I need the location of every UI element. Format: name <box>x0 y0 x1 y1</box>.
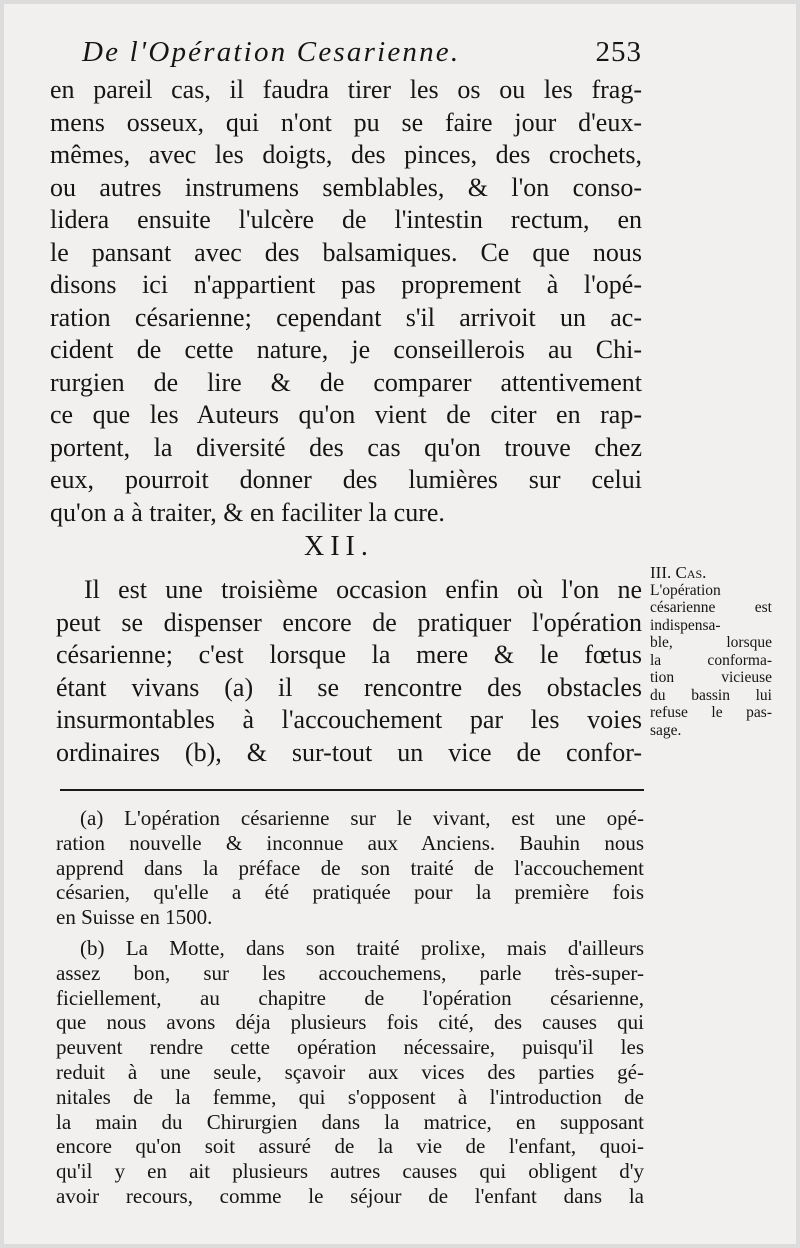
text-line: mens osseux, qui n'ont pu se faire jour d'eux- <box>50 107 642 137</box>
text-line: en pareil cas, il faudra tirer les os ou les frag- <box>50 75 642 104</box>
text-line: ou autres instrumens semblables, & l'on conso- <box>50 172 642 202</box>
footnote-a-line: césarien, qu'elle a été pratiquée pour la première fois <box>56 880 644 905</box>
margin-note-line: indispensa- <box>650 616 721 634</box>
section-heading: XII. <box>304 531 374 562</box>
footnote-b-line: ficiellement, au chapitre de l'opération césarienne, <box>56 985 644 1010</box>
margin-note-line: refuse le pas- <box>650 704 772 721</box>
margin-note-line: ble, lorsque <box>650 634 772 651</box>
footnote-b-line: qu'il y en ait plusieurs autres causes qui obligent d'y <box>56 1159 644 1184</box>
footnote-b-line: peuvent rendre cette opération nécessaire, puisqu'il les <box>56 1035 644 1060</box>
margin-note-title: III. Cas. <box>650 563 707 582</box>
footnote-b-line: (b) La Motte, dans son traité prolixe, mais d'ailleurs <box>80 935 644 960</box>
footnote-b-line: la main du Chirurgien dans la matrice, en supposant <box>56 1109 644 1134</box>
text-line: portent, la diversité des cas qu'on trouve chez <box>50 432 642 462</box>
main-text-block <box>50 74 642 529</box>
footnotes <box>56 806 644 1209</box>
text-line: ration césarienne; cependant s'il arrivoit un ac- <box>50 302 642 332</box>
text-line: ordinaires (b), & sur-tout un vice de confor- <box>56 737 642 767</box>
footnote-b-line: nitales de la femme, qui s'opposent à l'introduction de <box>56 1084 644 1109</box>
text-line: lidera ensuite l'ulcère de l'intestin rectum, en <box>50 205 642 234</box>
text-line: ce que les Auteurs qu'on vient de citer en rap- <box>50 400 642 429</box>
page-number: 253 <box>595 36 642 68</box>
text-line: rurgien de lire & de comparer attentivement <box>50 367 642 397</box>
text-line: le pansant avec des balsamiques. Ce que nous <box>50 237 642 267</box>
footnote-a-line: ration nouvelle & inconnue aux Anciens. Bauhin nous <box>56 830 644 855</box>
footnote-a-line: apprend dans la préface de son traité de l'accouchement <box>56 855 644 880</box>
text-line: Il est une troisième occasion enfin où l'on ne <box>84 575 642 604</box>
section-text-block <box>56 574 642 769</box>
footnote-a-line: en Suisse en 1500. <box>56 905 213 930</box>
text-line: peut se dispenser encore de pratiquer l'opération <box>56 607 642 637</box>
margin-note-line: du bassin lui <box>650 686 772 704</box>
text-line: insurmontables à l'accouchement par les voies <box>56 705 642 734</box>
text-line: césarienne; c'est lorsque la mere & le fœtus <box>56 640 642 669</box>
text-line: qu'on a à traiter, & en faciliter la cure. <box>50 497 445 527</box>
text-line: disons ici n'appartient pas proprement à l'opé- <box>50 270 642 299</box>
margin-note-line: tion vicieuse <box>650 669 772 686</box>
footnote-b-line: encore qu'on soit assuré de la vie de l'enfant, quoi- <box>56 1134 644 1159</box>
footnote-a-line: (a) L'opération césarienne sur le vivant, est une opé- <box>80 806 644 830</box>
footnote-divider <box>60 789 644 791</box>
footnote-b-line: assez bon, sur les accouchemens, parle très-super- <box>56 960 644 985</box>
book-page <box>4 4 796 1244</box>
footnote-b-line: que nous avons déja plusieurs fois cité, des causes qui <box>56 1010 644 1035</box>
margin-note-line: la conforma- <box>650 651 772 669</box>
text-line: mêmes, avec les doigts, des pinces, des crochets, <box>50 140 642 169</box>
margin-note-line: sage. <box>650 721 682 739</box>
text-line: cident de cette nature, je conseillerois au Chi- <box>50 335 642 364</box>
running-header <box>82 36 642 76</box>
margin-note-line: césarienne est <box>650 599 772 616</box>
margin-note-line: L'opération <box>650 581 721 599</box>
running-title: De l'Opération Cesarienne. <box>82 36 461 68</box>
text-line: eux, pourroit donner des lumières sur celui <box>50 465 642 494</box>
footnote-b-line: avoir recours, comme le séjour de l'enfant dans la <box>56 1183 644 1208</box>
footnote-b-line: reduit à une seule, sçavoir aux vices des parties gé- <box>56 1059 644 1084</box>
margin-note <box>650 564 772 739</box>
text-line: étant vivans (a) il se rencontre des obstacles <box>56 672 642 702</box>
